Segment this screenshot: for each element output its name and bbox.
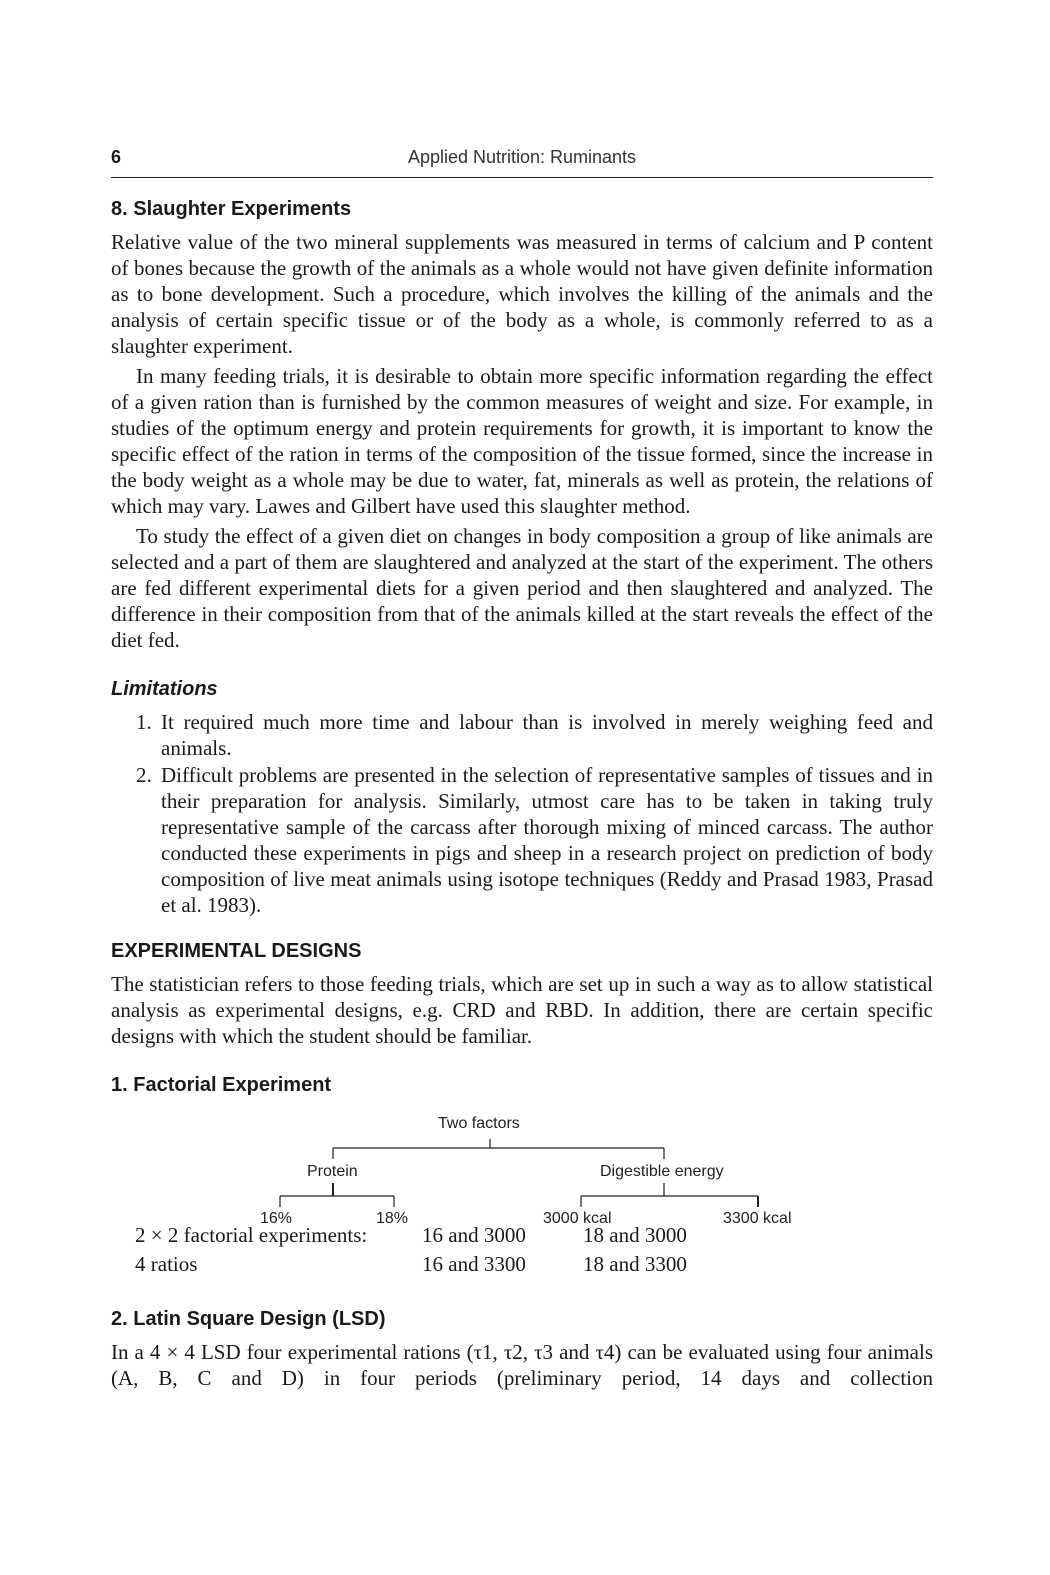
table-cell: 16 and 3000 [422,1223,526,1247]
table-row [135,1250,687,1279]
tree-root-label: Two factors [438,1115,520,1132]
table-cell: 16 and 3300 [422,1252,526,1276]
list-item-text: It required much more time and labour than is involved in merely weighing feed and animals. [161,710,933,760]
running-title: Applied Nutrition: Ruminants [407,147,637,167]
limitations-list [111,709,933,918]
factorial-tree-diagram [111,1099,933,1227]
list-item-text: Difficult problems are presented in the selection of representative samples of tissues and in their preparation for analysis. Similarly, utmost care has to be taken in taking truly representative sample of the carcass after thorough mixing of minced carcass. The author conducted these experiments in pigs and sheep in a research project on prediction of body composition of live meat animals using isotope techniques (Reddy and Prasad 1983, Prasad et al. 1983). [161,763,933,917]
tree-level-label: 3000 kcal [543,1210,612,1227]
running-header [111,145,933,178]
tree-level-label: 18% [376,1210,409,1227]
section-heading-limitations: Limitations [111,678,218,700]
paragraph: To study the effect of a given diet on changes in body composition a group of like animals are selected and a part of them are slaughtered and analyzed at the start of the experiment. The others are fed different experimental diets for a given period and then slaughtered and analyzed. The difference in their composition from that of the animals killed at the start reveals the effect of the diet fed. [111,524,933,652]
page-number: 6 [111,147,122,167]
list-item [136,762,933,918]
paragraph: In many feeding trials, it is desirable to obtain more specific information regarding the effect of a given ration than is furnished by the common measures of weight and size. For example, in studies of the optimum energy and protein requirements for growth, it is important to know the specific effect of the ration in terms of the composition of the tissue formed, since the increase in the body weight as a whole may be due to water, fat, minerals as well as protein, the relations of which may vary. Lawes and Gilbert have used this slaughter method. [111,364,933,518]
section-heading-slaughter: 8. Slaughter Experiments [111,198,352,220]
table-cell: 4 ratios [135,1252,198,1276]
factorial-combinations-table [135,1221,687,1279]
tree-factor-label: Digestible energy [600,1163,724,1180]
list-item-number: 2. [136,763,152,787]
table-cell: 18 and 3000 [583,1223,687,1247]
section-heading-experimental-designs: EXPERIMENTAL DESIGNS [111,940,362,962]
section-heading-lsd: 2. Latin Square Design (LSD) [111,1308,386,1330]
tree-factor-label: Protein [307,1163,358,1180]
tree-level-label: 3300 kcal [723,1210,792,1227]
table-cell: 18 and 3300 [583,1252,687,1276]
tree-level-label: 16% [260,1210,293,1227]
paragraph: In a 4 × 4 LSD four experimental rations (τ1, τ2, τ3 and τ4) can be evaluated using four animals (A, B, C and D) in four periods (preliminary period, 14 days and collection [111,1340,933,1390]
paragraph: The statistician refers to those feeding trials, which are set up in such a way as to allow statistical analysis as experimental designs, e.g. CRD and RBD. In addition, there are certain specific designs with which the student should be familiar. [111,972,933,1048]
page-content [111,195,933,1391]
list-item [136,709,933,761]
paragraph: Relative value of the two mineral supplements was measured in terms of calcium and P content of bones because the growth of the animals as a whole would not have given definite information as to bone development. Such a procedure, which involves the killing of the animals and the analysis of certain specific tissue or of the body as a whole, is commonly referred to as a slaughter experiment. [111,230,933,358]
section-heading-factorial: 1. Factorial Experiment [111,1074,332,1096]
tree-connector-lines [111,1099,933,1221]
list-item-number: 1. [136,710,152,734]
table-cell: 2 × 2 factorial experiments: [135,1223,368,1247]
